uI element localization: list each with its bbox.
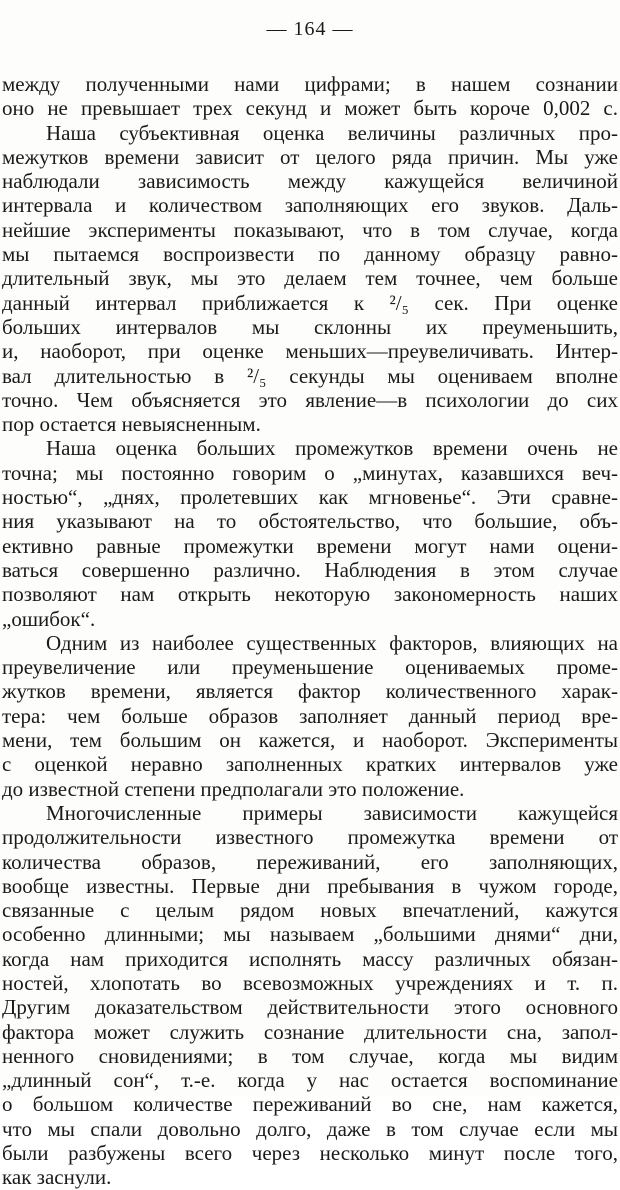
text-line: Наша оценка больших промежутков времени очень не bbox=[46, 436, 618, 461]
text-line: жутков времени, является фактор количественного харак- bbox=[2, 679, 618, 704]
text-line: и, наоборот, при оценке меньших—преувеличивать. Интер- bbox=[2, 339, 618, 364]
text-line: позволяют нам открыть некоторую закономерность наших bbox=[2, 582, 618, 607]
text-line: тера: чем больше образов заполняет данный период вре- bbox=[2, 703, 618, 728]
text-line: пор остается невыясненным. bbox=[2, 412, 261, 437]
text-line: ностей, хлопотать во всевозможных учреждениях и т. п. bbox=[2, 970, 618, 995]
text-line: интервала и количеством заполняющих его звуков. Даль- bbox=[2, 193, 618, 218]
text-line: точна; мы постоянно говорим о „минутах, казавшихся веч- bbox=[2, 460, 618, 485]
text-line: вообще известны. Первые дни пребывания в чужом городе, bbox=[2, 873, 618, 898]
text-line: продолжительности известного промежутка времени от bbox=[2, 825, 618, 850]
text-line: как заснули. bbox=[2, 1165, 112, 1190]
text-line: Другим доказательством действительности этого основного bbox=[2, 995, 618, 1020]
text-line: больших интервалов мы склонны их преуменьшить, bbox=[2, 314, 618, 339]
text-line: ностью“, „днях, пролетевших как мгновенье“. Эти сравне- bbox=[2, 485, 618, 510]
text-line: „длинный сон“, т.-е. когда у нас остается воспоминание bbox=[2, 1068, 618, 1093]
text-line: преувеличение или преуменьшение оцениваемых проме- bbox=[2, 655, 618, 680]
text-line: вал длительностью в ²/₅ секунды мы оцениваем вполне bbox=[2, 363, 618, 388]
text-line: точно. Чем объясняется это явление—в психологии до сих bbox=[2, 387, 618, 412]
text-line: ваться совершенно различно. Наблюдения в этом случае bbox=[2, 557, 618, 582]
body-text bbox=[2, 72, 618, 1190]
text-line: Многочисленные примеры зависимости кажущейся bbox=[46, 800, 618, 825]
text-line: с оценкой неравно заполненных кратких интервалов уже bbox=[2, 752, 618, 777]
text-line: ективно равные промежутки времени могут нами оцени- bbox=[2, 533, 618, 558]
text-line: межутков времени зависит от целого ряда причин. Мы уже bbox=[2, 144, 618, 169]
text-line: ния указывают на то обстоятельство, что большие, объ- bbox=[2, 509, 618, 534]
text-line: до известной степени предполагали это положение. bbox=[2, 776, 465, 801]
text-line: между полученными нами цифрами; в нашем сознании bbox=[2, 72, 618, 96]
page-number: — 164 — bbox=[266, 18, 354, 40]
text-line: когда нам приходится исполнять массу различных обязан- bbox=[2, 946, 618, 971]
text-line: длительный звук, мы это делаем тем точнее, чем больше bbox=[2, 266, 618, 291]
text-line: количества образов, переживаний, его заполняющих, bbox=[2, 849, 618, 874]
text-line: данный интервал приближается к ²/₅ сек. При оценке bbox=[2, 290, 618, 315]
text-line: особенно длинными; мы называем „большими днями“ дни, bbox=[2, 922, 618, 947]
text-line: Одним из наиболее существенных факторов, влияющих на bbox=[46, 630, 618, 655]
text-line: о большом количестве переживаний во сне, нам кажется, bbox=[2, 1092, 618, 1117]
text-line: мы пытаемся воспроизвести по данному образцу равно- bbox=[2, 242, 618, 267]
text-line: ненного сновидениями; в том случае, когда мы видим bbox=[2, 1043, 618, 1068]
text-line: наблюдали зависимость между кажущейся величиной bbox=[2, 169, 618, 194]
text-line: Наша субъективная оценка величины различных про- bbox=[46, 120, 618, 145]
text-line: оно не превышает трех секунд и может быть короче 0,002 с. bbox=[2, 96, 618, 121]
text-line: фактора может служить сознание длительности сна, запол- bbox=[2, 1019, 618, 1044]
text-line: „ошибок“. bbox=[2, 606, 96, 631]
text-line: нейшие эксперименты показывают, что в том случае, когда bbox=[2, 217, 618, 242]
text-line: связанные с целым рядом новых впечатлений, кажутся bbox=[2, 898, 618, 923]
text-line: мени, тем большим он кажется, и наоборот. Эксперименты bbox=[2, 728, 618, 753]
text-line: что мы спали довольно долго, даже в том случае если мы bbox=[2, 1116, 618, 1141]
text-line: были разбужены всего через несколько минут после того, bbox=[2, 1141, 618, 1166]
